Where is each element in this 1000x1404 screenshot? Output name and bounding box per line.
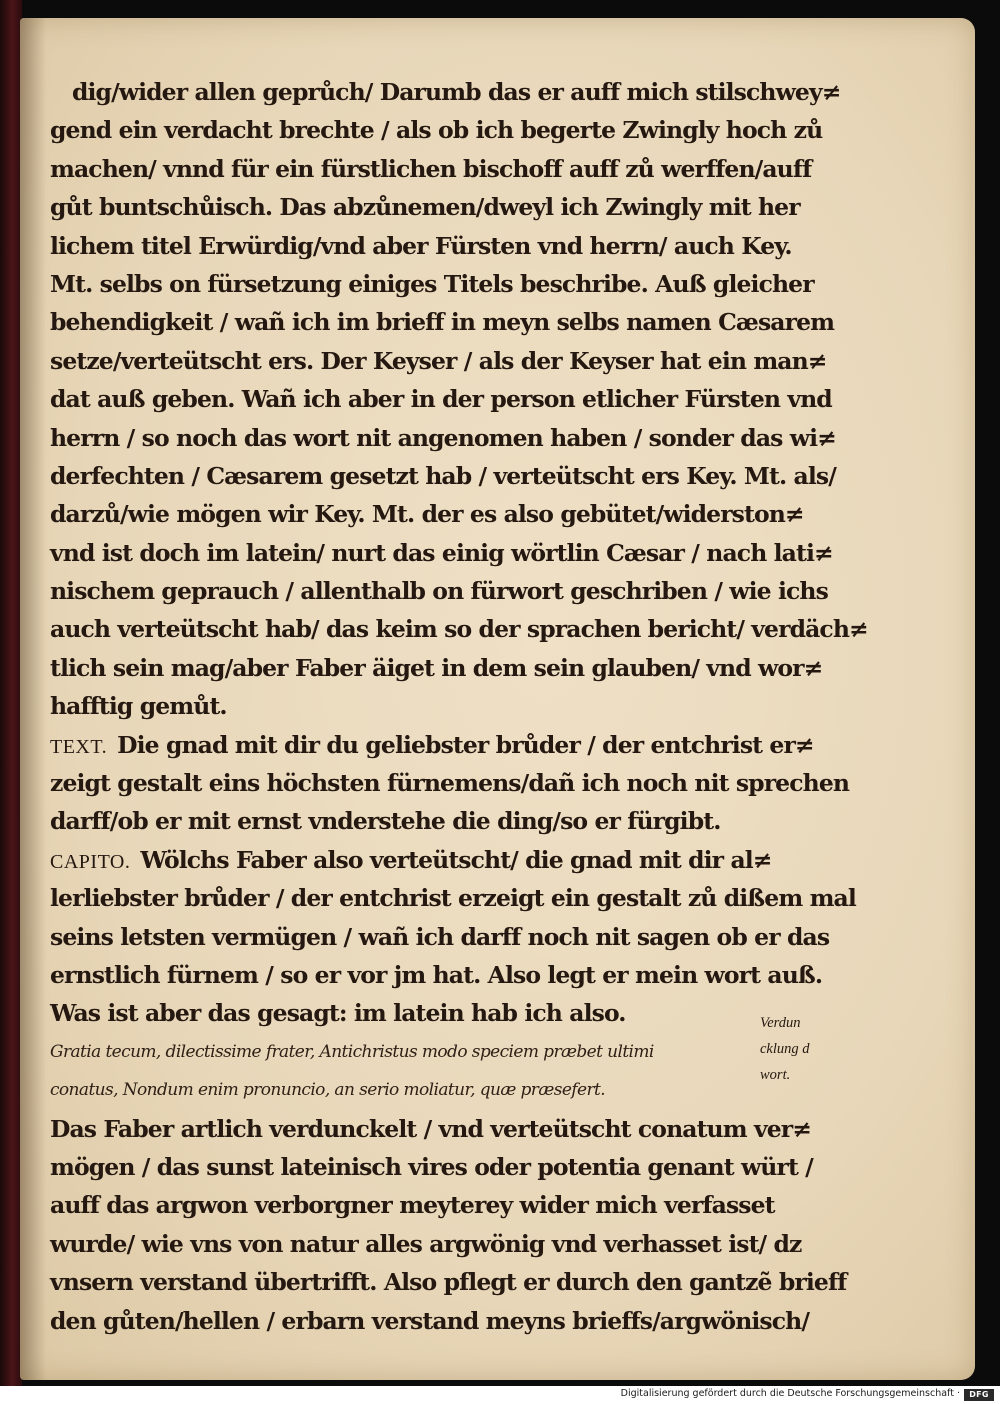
text-line: vnsern verstand übertrifft. Also pflegt er durch den gantzẽ brieff (50, 1268, 847, 1297)
capito-label: CAPITO. (50, 850, 131, 873)
text-line: hafftig gemůt. (50, 692, 227, 721)
latin-quote-line: Gratia tecum, dilectissime frater, Antichristus modo speciem præbet ultimi (50, 1041, 654, 1062)
text-line: wurde/ wie vns von natur alles argwönig vnd verhasset ist/ dz (50, 1229, 802, 1258)
text-line: den gůten/hellen / erbarn verstand meyns brieffs/argwönisch/ (50, 1306, 810, 1335)
text-line: auch verteütscht hab/ das keim so der sprachen bericht/ verdäch≠ (50, 615, 868, 644)
capito-section-line (50, 841, 770, 879)
digitization-credit: Digitalisierung gefördert durch die Deutsche Forschungsgemeinschaft · (620, 1388, 960, 1399)
text-line: darzů/wie mögen wir Key. Mt. der es also gebütet/widerston≠ (50, 500, 804, 529)
page-gutter-shadow (20, 18, 46, 1380)
text-line: machen/ vnnd für ein fürstlichen bischoff auff zů werffen/auff (50, 154, 812, 183)
text-line: tlich sein mag/aber Faber äiget in dem sein glauben/ vnd wor≠ (50, 653, 823, 682)
text-line: Wölchs Faber also verteütscht/ die gnad mit dir al≠ (140, 845, 772, 874)
footer-bar (0, 1386, 1000, 1404)
text-line: dat auß geben. Wañ ich aber in der person etlicher Fürsten vnd (50, 385, 832, 414)
dfg-logo: DFG (964, 1389, 994, 1401)
margin-note-line: cklung d (760, 1041, 810, 1057)
text-line: gůt buntschůisch. Das abzůnemen/dweyl ich Zwingly mit her (50, 193, 800, 222)
margin-note-line: wort. (760, 1067, 791, 1083)
text-section-line (50, 726, 814, 764)
text-line: lerliebster brůder / der entchrist erzeigt ein gestalt zů dißem mal (50, 884, 856, 913)
book-binding-edge (0, 0, 22, 1388)
text-label: TEXT. (50, 735, 108, 758)
text-line: gend ein verdacht brechte / als ob ich begerte Zwingly hoch zů (50, 116, 823, 145)
margin-note (760, 1010, 840, 1088)
text-line: auff das argwon verborgner meyterey wider mich verfasset (50, 1191, 775, 1220)
text-line: Was ist aber das gesagt: im latein hab ich also. (50, 999, 626, 1028)
text-line: ernstlich fürnem / so er vor jm hat. Also legt er mein wort auß. (50, 960, 823, 989)
text-line: zeigt gestalt eins höchsten fürnemens/dañ ich noch nit sprechen (50, 769, 850, 798)
text-line: herrn / so noch das wort nit angenomen haben / sonder das wi≠ (50, 423, 836, 452)
latin-quote-line: conatus, Nondum enim pronuncio, an serio moliatur, quæ præsefert. (50, 1080, 606, 1101)
text-line: vnd ist doch im latein/ nurt das einig wörtlin Cæsar / nach lati≠ (50, 538, 833, 567)
text-line: darff/ob er mit ernst vnderstehe die ding/so er fürgibt. (50, 807, 721, 836)
text-line: dig/wider allen geprůch/ Darumb das er auff mich stilschwey≠ (72, 78, 841, 106)
margin-note-line: Verdun (760, 1015, 801, 1031)
book-page (20, 18, 975, 1380)
text-line: nischem geprauch / allenthalb on fürwort geschriben / wie ichs (50, 577, 828, 606)
text-line: Das Faber artlich verdunckelt / vnd verteütscht conatum ver≠ (50, 1114, 812, 1143)
text-line: Die gnad mit dir du geliebster brůder / der entchrist er≠ (117, 730, 814, 759)
text-line: derfechten / Cæsarem gesetzt hab / verteütscht ers Key. Mt. als/ (50, 461, 836, 490)
text-line: mögen / das sunst lateinisch vires oder potentia genant würt / (50, 1152, 813, 1181)
text-line: Mt. selbs on fürsetzung einiges Titels beschribe. Auß gleicher (50, 269, 814, 298)
text-line: behendigkeit / wañ ich im brieff in meyn selbs namen Cæsarem (50, 308, 835, 337)
text-line: setze/verteütscht ers. Der Keyser / als der Keyser hat ein man≠ (50, 346, 827, 375)
text-line: lichem titel Erwürdig/vnd aber Fürsten vnd herrn/ auch Key. (50, 231, 792, 260)
text-line: seins letsten vermügen / wañ ich darff noch nit sagen ob er das (50, 922, 830, 951)
